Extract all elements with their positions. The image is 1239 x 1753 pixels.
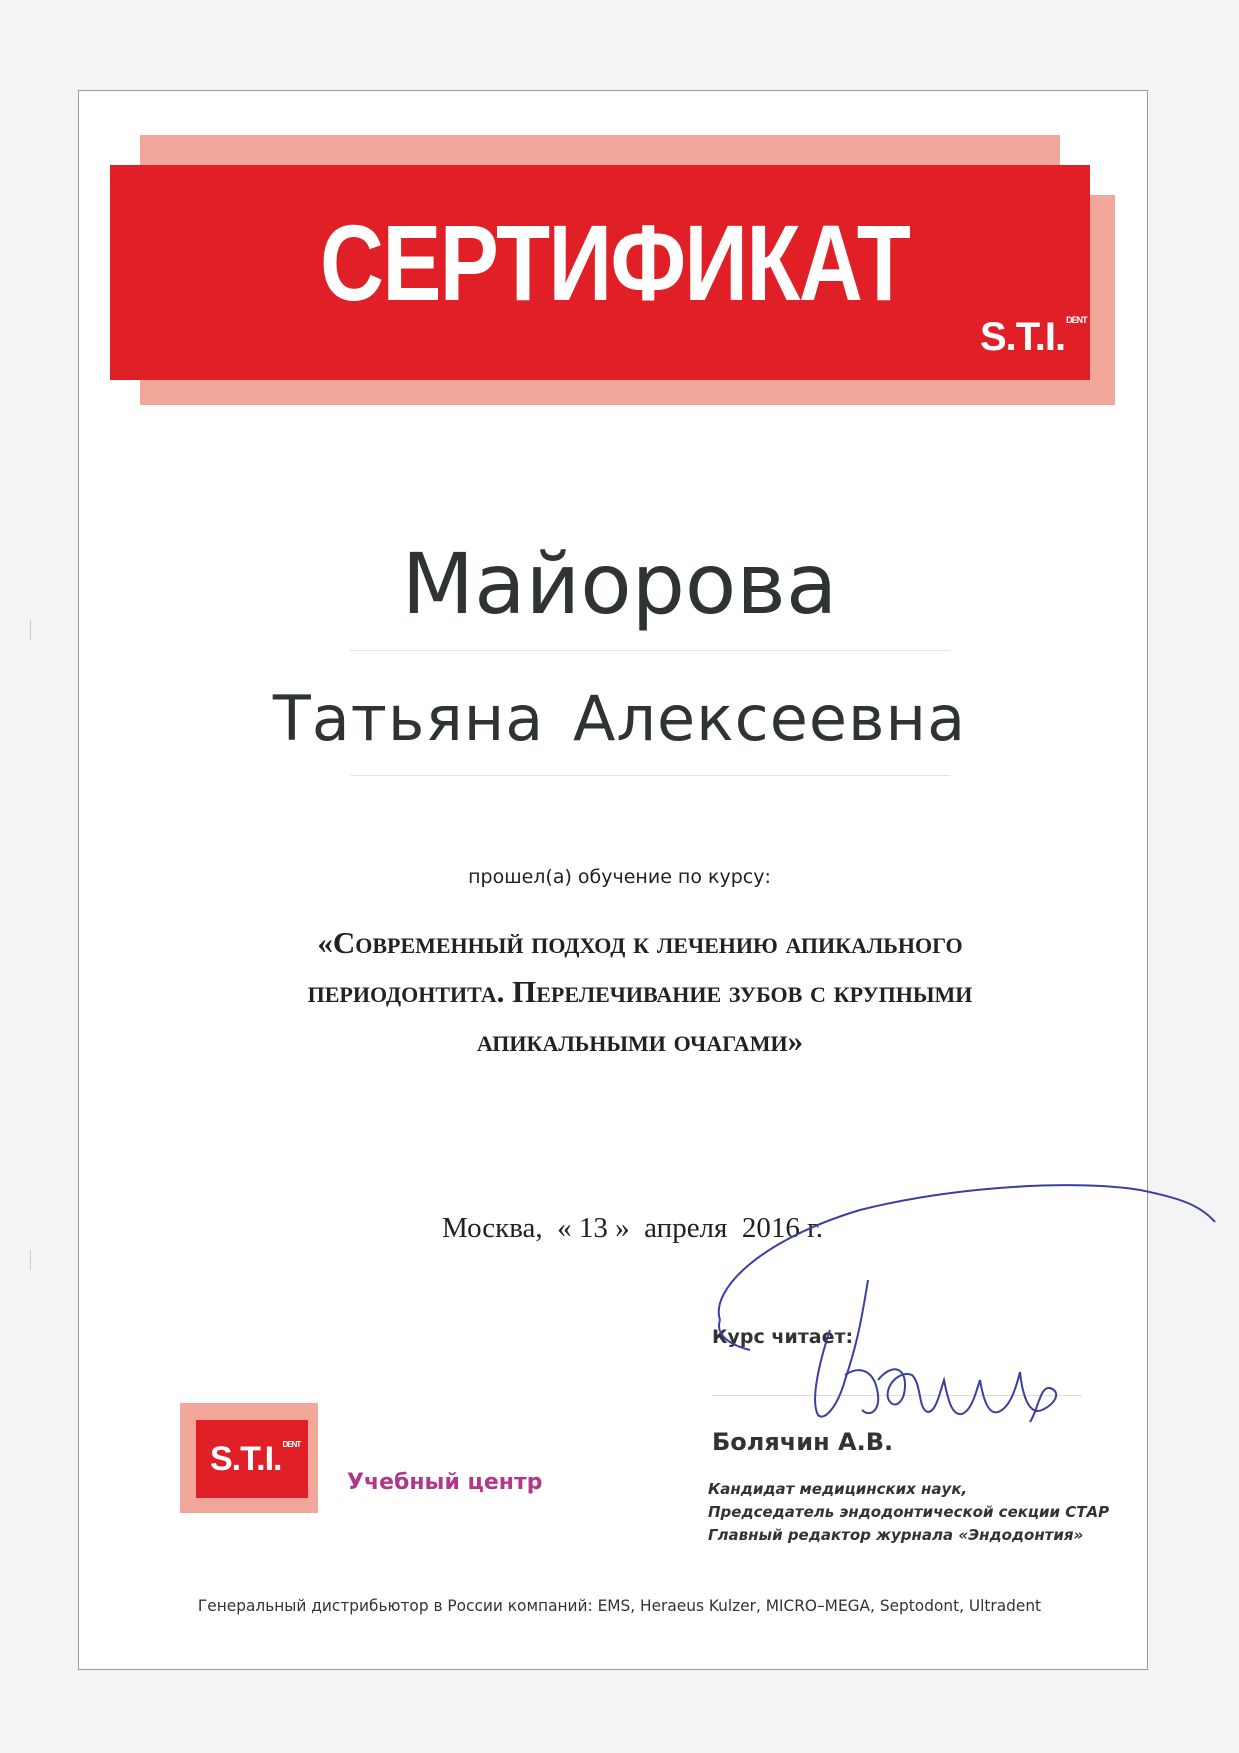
recipient-given-names: Татьяна Алексеевна	[272, 682, 967, 755]
handwritten-signature	[700, 1160, 1220, 1460]
recipient-surname: Майорова	[401, 535, 838, 633]
surname-rule	[350, 650, 950, 651]
course-title	[150, 918, 1130, 1065]
place-date: Москва, « 13 » апреля 2016 г.	[442, 1212, 823, 1244]
lecturer-credentials	[708, 1478, 1109, 1547]
training-logo-text: S.T.I.	[210, 1440, 282, 1478]
completed-text: прошел(а) обучение по курсу:	[468, 866, 771, 888]
training-logo-sub: DENT	[282, 1440, 301, 1449]
given-rule	[350, 775, 950, 776]
lecturer-info-line-3: Главный редактор журнала «Эндодонтия»	[708, 1526, 1084, 1544]
sti-logo-header	[980, 315, 1087, 360]
course-line-2: периодонтита. Перелечивание зубов с крупными	[307, 974, 973, 1009]
training-center-label: Учебный центр	[347, 1470, 543, 1495]
edge-mark	[30, 1250, 31, 1270]
lecturer-name: Болячин А.В.	[712, 1428, 894, 1456]
lecturer-info-line-1: Кандидат медицинских наук,	[708, 1480, 968, 1498]
training-center-logo	[210, 1440, 300, 1479]
sti-logo-text: S.T.I.	[980, 315, 1066, 359]
certificate-title: СЕРТИФИКАТ	[320, 202, 910, 323]
lecturer-info-line-2: Председатель эндодонтической секции СТАР	[708, 1503, 1110, 1521]
course-line-3: апикальными очагами»	[476, 1023, 804, 1058]
distributor-footer: Генеральный дистрибьютор в России компаний: EMS, Heraeus Kulzer, MICRO–MEGA, Septodont, Ultradent	[197, 1596, 1042, 1615]
course-line-1: «Современный подход к лечению апикального	[317, 925, 963, 960]
sti-logo-sub: DENT	[1066, 315, 1087, 325]
lecturer-label: Курс читает:	[712, 1326, 854, 1348]
